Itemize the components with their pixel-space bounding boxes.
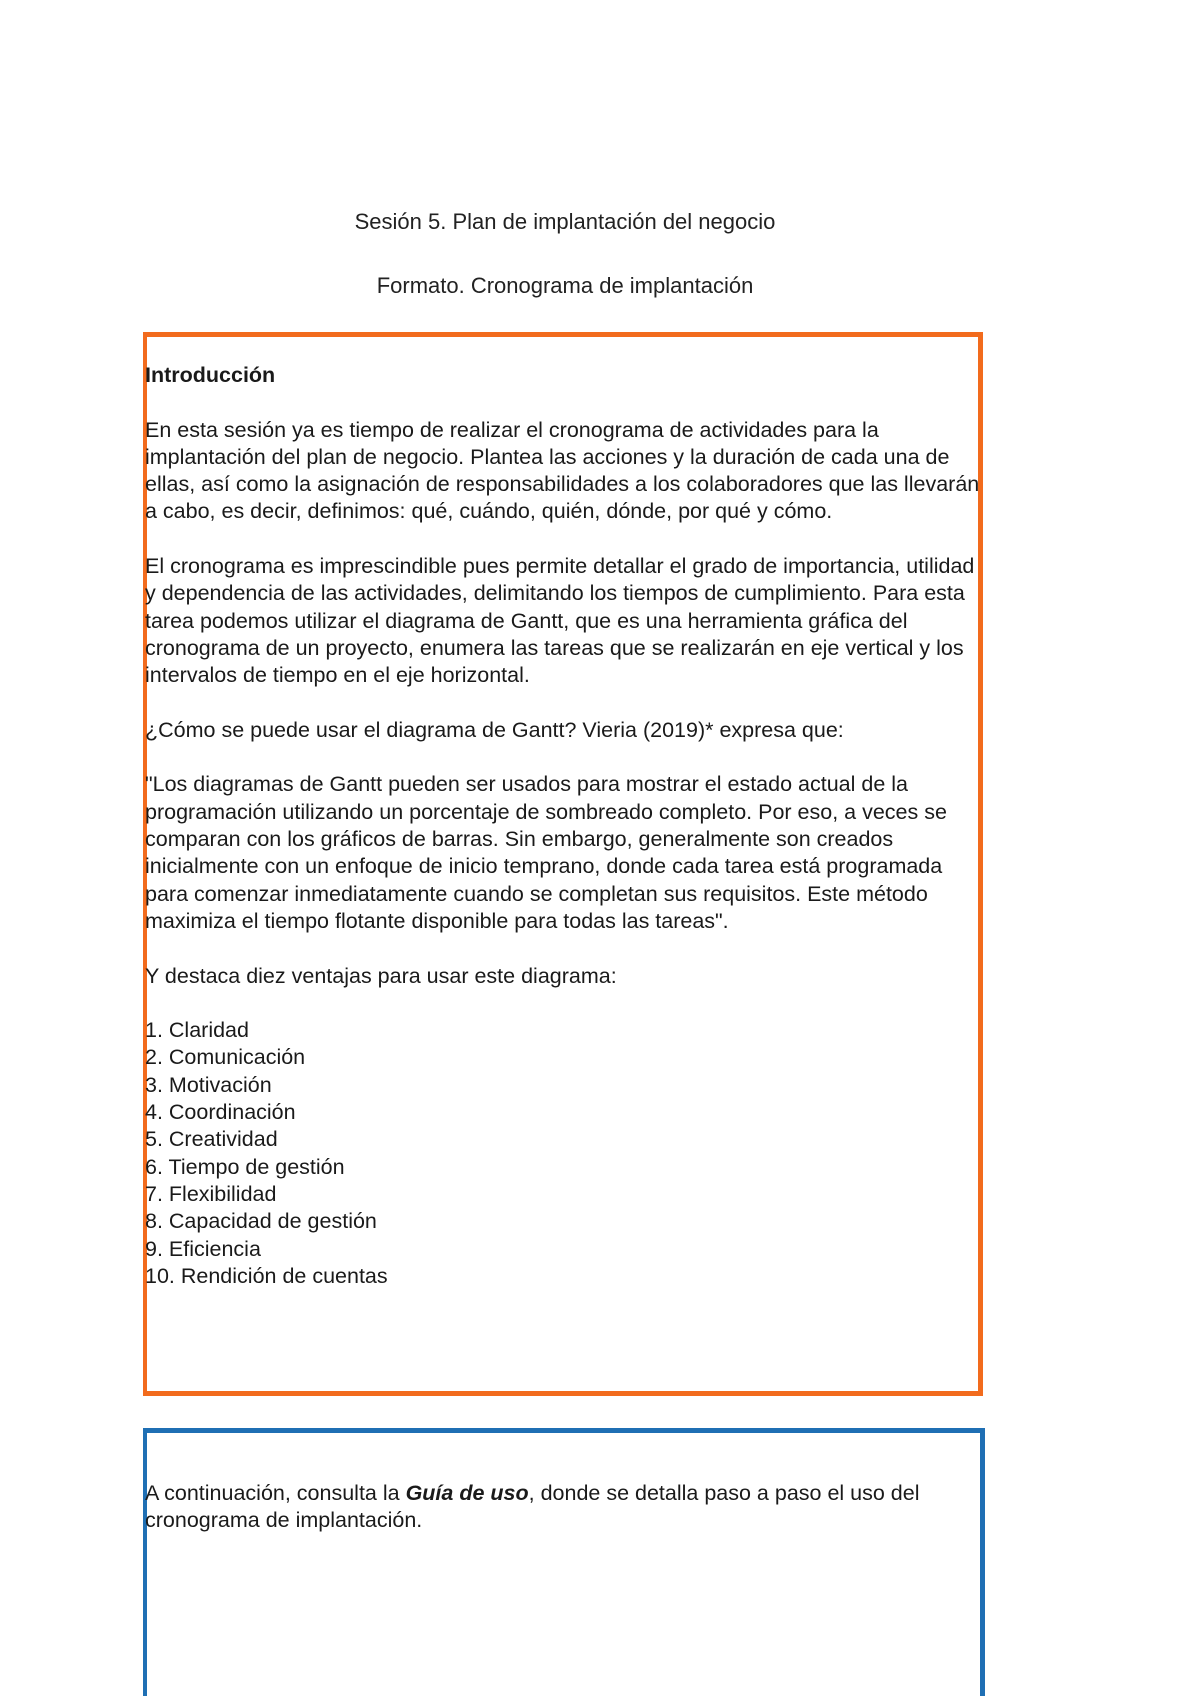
list-item: 4. Coordinación [145,1100,296,1125]
spacer [145,744,983,771]
guide-box [143,1428,985,1696]
introduction-content [145,362,983,1290]
advantages-list [145,1017,983,1290]
guide-link[interactable]: Guía de uso [405,1481,529,1505]
gantt-quote: "Los diagramas de Gantt pueden ser usados para mostrar el estado actual de la programación utilizando un porcentaje de sombreado completo. Por eso, a veces se comparan con los gráficos de barras. Sin embargo, generalmente son creados inicialmente con un enfoque de inicio temprano, donde cada tarea está programada para comenzar inmediatamente cuando se completan sus requisitos. Este método maximiza el tiempo flotante disponible para todas las tareas". [145,772,947,933]
list-item: 2. Comunicación [145,1045,306,1070]
format-title: Formato. Cronograma de implantación [376,273,754,298]
session-title: Sesión 5. Plan de implantación del negocio [354,209,776,234]
gantt-question: ¿Cómo se puede usar el diagrama de Gantt? Vieria (2019)* expresa que: [145,717,844,742]
list-item: 5. Creatividad [145,1127,278,1152]
list-item: 1. Claridad [145,1018,249,1043]
intro-paragraph-2: El cronograma es imprescindible pues permite detallar el grado de importancia, utilidad y dependencia de las actividades, delimitando los tiempos de cumplimiento. Para esta tarea podemos utilizar el diagrama de Gantt, que es una herramienta gráfica del cronograma de un proyecto, enumera las tareas que se realizarán en eje vertical y los intervalos de tiempo en el eje horizontal. [145,554,975,688]
advantages-intro: Y destaca diez ventajas para usar este diagrama: [145,963,617,988]
guide-text-after: , donde se detalla paso a paso el uso del cronograma de implantación. [145,1481,920,1532]
spacer [145,935,983,962]
spacer [145,690,983,717]
list-item: 10. Rendición de cuentas [145,1263,388,1288]
guide-content [145,1480,980,1534]
spacer [145,990,983,1017]
intro-paragraph-1: En esta sesión ya es tiempo de realizar el cronograma de actividades para la implantación del plan de negocio. Plantea las acciones y la duración de cada una de ellas, así como la asignación de responsabilidades a los colaboradores que las llevarán a cabo, es decir, definimos: qué, cuándo, quién, dónde, por qué y cómo. [145,417,980,524]
spacer [145,389,983,416]
list-item: 7. Flexibilidad [145,1181,277,1206]
list-item: 6. Tiempo de gestión [145,1154,345,1179]
spacer [145,526,983,553]
list-item: 8. Capacidad de gestión [145,1209,377,1234]
introduction-heading: Introducción [145,363,276,387]
list-item: 9. Eficiencia [145,1236,261,1261]
list-item: 3. Motivación [145,1072,272,1097]
guide-text-before: A continuación, consulta la [145,1481,406,1505]
